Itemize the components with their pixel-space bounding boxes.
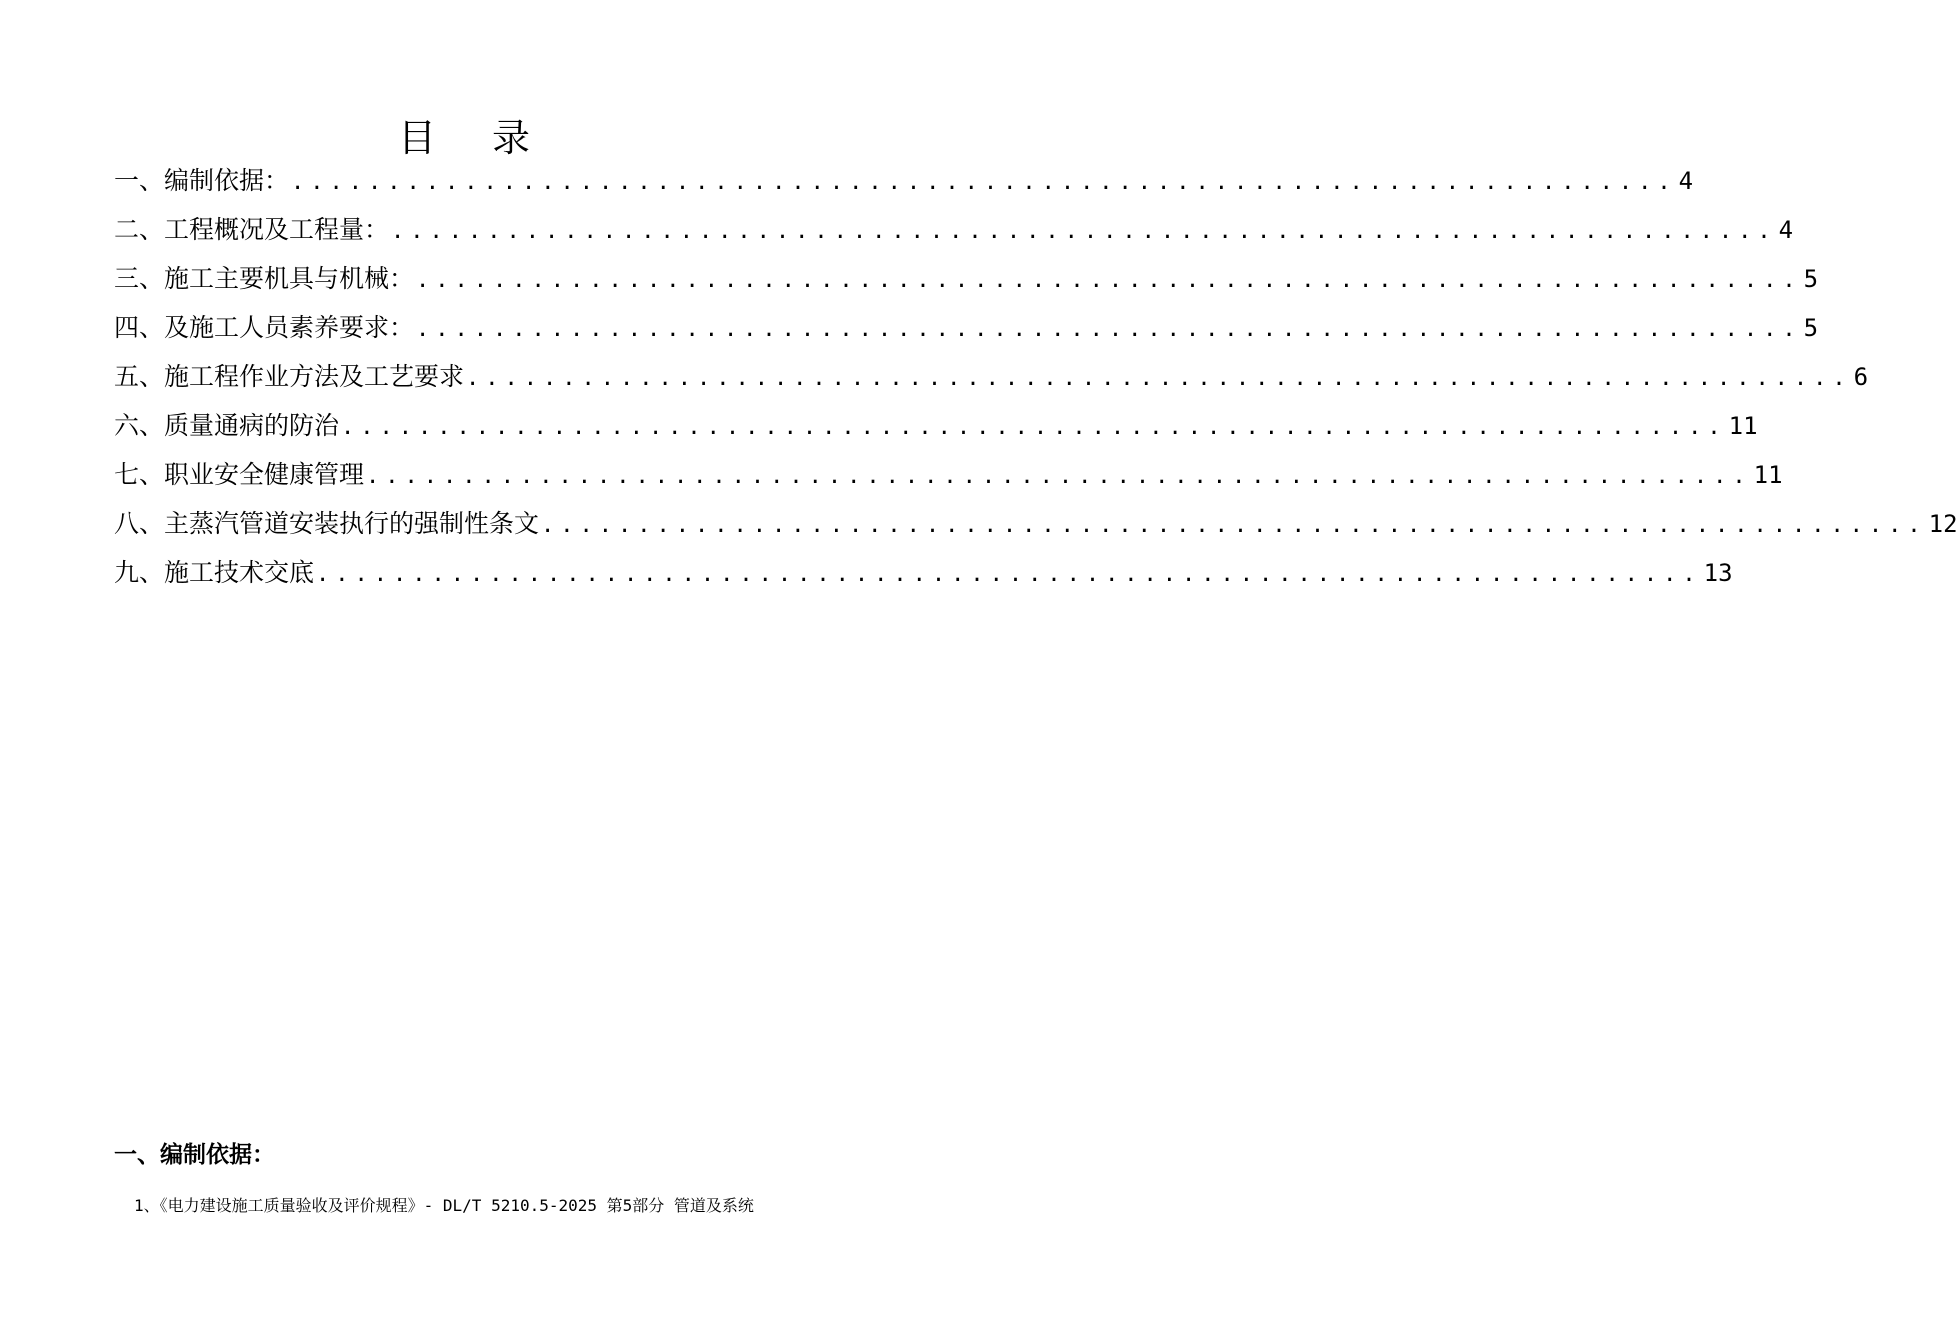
toc-entry-page: 11 [1728,412,1758,440]
toc-entry-label: 五、施工程作业方法及工艺要求 [114,362,465,391]
toc-entry-page: 12 [1928,510,1958,538]
toc-entry-label: 一、编制依据： [114,166,290,195]
toc-entry-label: 六、质量通病的防治 [114,411,340,440]
toc-leader-dots: ........................................................................ [541,513,1927,538]
toc-entry-label: 七、职业安全健康管理 [114,460,365,489]
toc-entry-page: 13 [1703,559,1733,587]
toc-entry[interactable] [114,303,1819,352]
toc-leader-dots: ........................................................................ [466,366,1852,391]
toc-leader-dots: ........................................................................ [416,268,1802,293]
toc-entry[interactable] [114,156,1694,205]
toc-entry[interactable] [114,401,1758,450]
toc-entry-label: 九、施工技术交底 [114,558,315,587]
toc-entry-label: 三、施工主要机具与机械： [114,264,415,293]
toc-leader-dots: ........................................................................ [366,464,1752,489]
toc-entry-page: 4 [1778,216,1794,244]
toc-entry-page: 11 [1753,461,1783,489]
toc-entry[interactable] [114,548,1733,597]
toc-leader-dots: ........................................................................ [416,317,1802,342]
toc-title: 目 录 [397,116,553,160]
toc-leader-dots: ........................................................................ [316,562,1702,587]
toc-entry[interactable] [114,450,1783,499]
toc-entry-page: 4 [1678,167,1694,195]
toc-entry[interactable] [114,352,1869,401]
reference-item: 1、《电力建设施工质量验收及评价规程》- DL/T 5210.5-2025 第5部分 管道及系统 [134,1196,754,1215]
toc-leader-dots: ........................................................................ [391,219,1777,244]
toc-leader-dots: ........................................................................ [291,170,1677,195]
toc-entry-page: 6 [1853,363,1869,391]
toc-entry-page: 5 [1803,265,1819,293]
toc-entry-label: 八、主蒸汽管道安装执行的强制性条文 [114,509,540,538]
section-heading: 一、编制依据： [114,1142,275,1168]
toc-leader-dots: ........................................................................ [341,415,1727,440]
toc-entry-label: 四、及施工人员素养要求： [114,313,415,342]
toc-entry-label: 二、工程概况及工程量： [114,215,390,244]
toc-entry[interactable] [114,499,1958,548]
toc-entry[interactable] [114,254,1819,303]
toc-entry-page: 5 [1803,314,1819,342]
table-of-contents [114,156,1958,597]
toc-entry[interactable] [114,205,1794,254]
